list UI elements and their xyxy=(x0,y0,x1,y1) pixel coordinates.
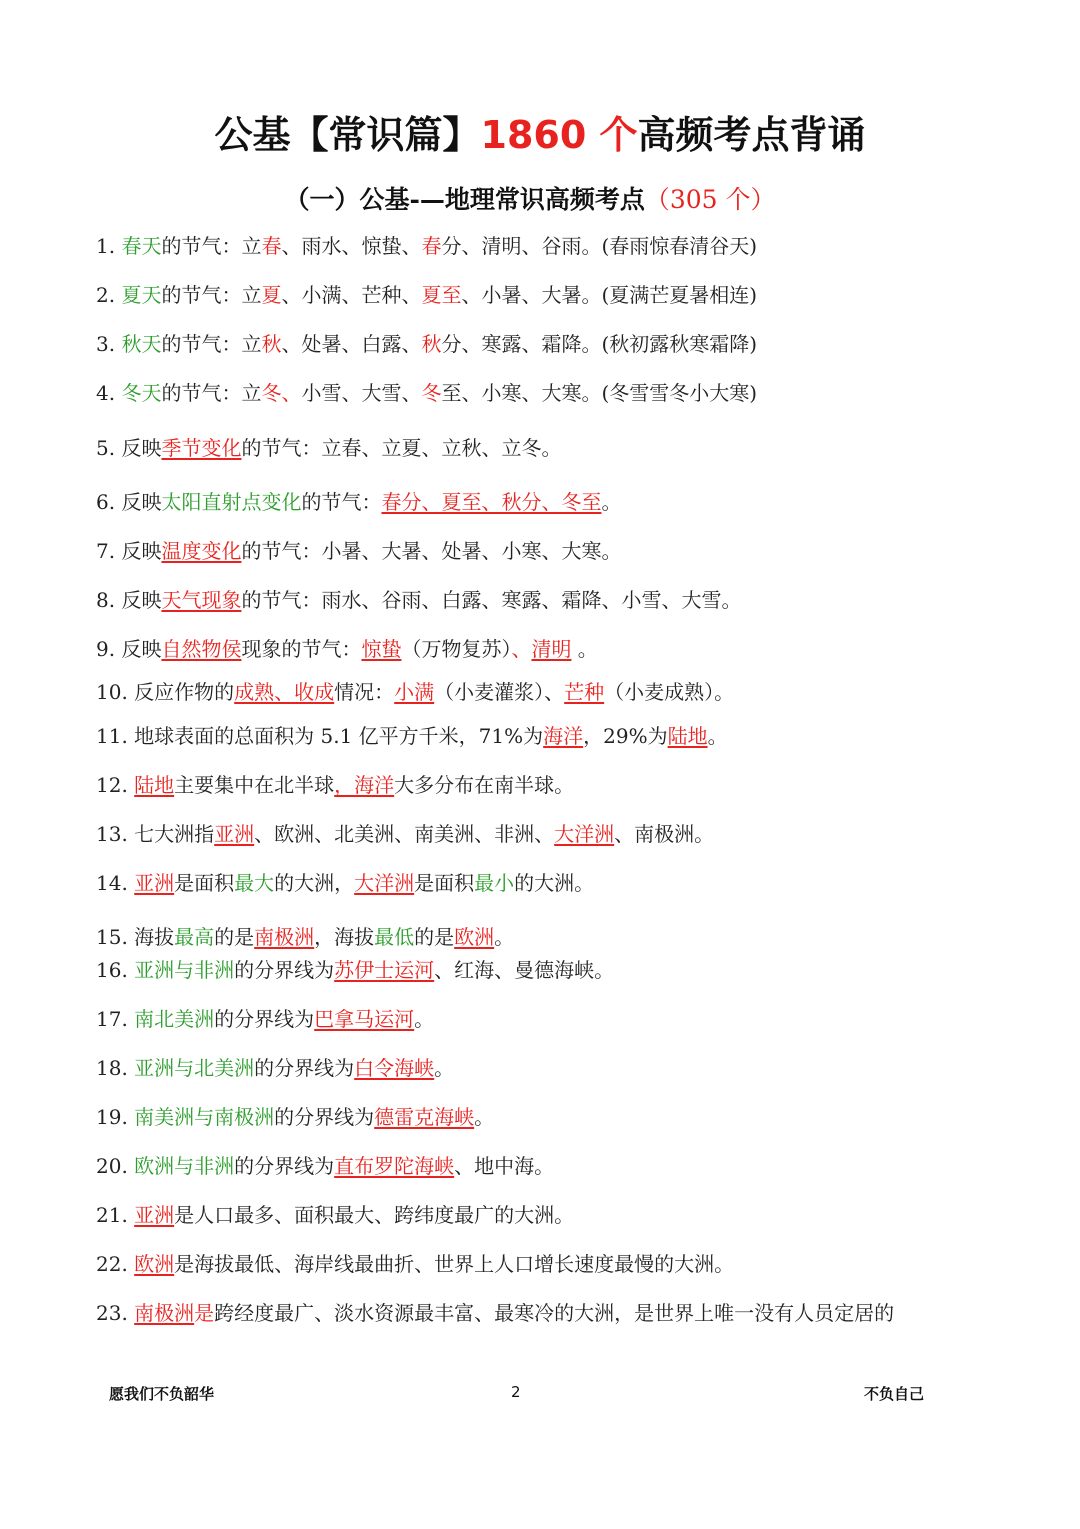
fact-text: 2. xyxy=(96,283,122,307)
fact-text: 。 xyxy=(494,925,515,949)
fact-text: 。 xyxy=(601,490,622,514)
highlight-red-text: 大洋洲 xyxy=(354,871,415,895)
highlight-red-text: 是 xyxy=(194,1301,215,1325)
fact-text: 现象的节气： xyxy=(241,637,362,661)
fact-text: 的是 xyxy=(414,925,455,949)
fact-line xyxy=(96,435,561,461)
fact-text: 。 xyxy=(414,1007,435,1031)
footer-right-motto: 不负自己 xyxy=(864,1385,925,1403)
fact-line xyxy=(96,1251,734,1277)
highlight-red-text: 秋 xyxy=(261,332,282,356)
fact-text: 的分界线为 xyxy=(234,958,335,982)
fact-text: 的大洲， xyxy=(274,871,355,895)
highlight-red-text: 白令海峡 xyxy=(354,1056,435,1080)
fact-text: 。 xyxy=(474,1105,495,1129)
fact-text: 是面积 xyxy=(174,871,235,895)
fact-line xyxy=(96,821,714,847)
fact-text: 21. xyxy=(96,1203,135,1227)
highlight-red-text: 陆地 xyxy=(667,724,708,748)
fact-text: 情况： xyxy=(334,680,395,704)
highlight-red-text: 德雷克海峡 xyxy=(374,1105,475,1129)
fact-text: 18. xyxy=(96,1056,135,1080)
highlight-red-text: 南极洲 xyxy=(254,925,315,949)
fact-text: 主要集中在北半球 xyxy=(174,773,335,797)
highlight-green-text: 春天 xyxy=(121,234,162,258)
fact-text: 跨经度最广、淡水资源最丰富、最寒冷的大洲，是世界上唯一没有人员定居的 xyxy=(214,1301,895,1325)
page-number: 2 xyxy=(511,1383,521,1401)
highlight-red-text: 自然物侯 xyxy=(161,637,242,661)
highlight-red-text: 天气现象 xyxy=(161,588,242,612)
fact-line xyxy=(96,1104,494,1130)
highlight-red-text: 、 xyxy=(511,637,532,661)
highlight-red-text: 亚洲 xyxy=(214,822,255,846)
highlight-green-text: 南北美洲 xyxy=(134,1007,215,1031)
highlight-red-text: 亚洲 xyxy=(134,871,175,895)
fact-text: 11. 地球表面的总面积为 5.1 亿平方千米，71%为 xyxy=(96,724,544,748)
fact-text: 的节气：立 xyxy=(161,283,262,307)
fact-text: 4. xyxy=(96,381,122,405)
fact-text: 20. xyxy=(96,1154,135,1178)
fact-text: 13. 七大洲指 xyxy=(96,822,215,846)
fact-text: 14. xyxy=(96,871,135,895)
fact-text: 、雨水、惊蛰、 xyxy=(281,234,422,258)
fact-text: 。 xyxy=(434,1056,455,1080)
fact-line xyxy=(96,538,621,564)
title-part-3: 高频考点背诵 xyxy=(637,113,866,157)
highlight-red-text: 南极洲 xyxy=(134,1301,195,1325)
fact-text: 的节气：立 xyxy=(161,332,262,356)
fact-text: 、欧洲、北美洲、南美洲、非洲、 xyxy=(254,822,555,846)
highlight-green-text: 冬天 xyxy=(121,381,162,405)
fact-text: 的是 xyxy=(214,925,255,949)
highlight-red-text: 芒种 xyxy=(564,680,605,704)
fact-line xyxy=(96,489,621,515)
fact-text: 8. 反映 xyxy=(96,588,162,612)
highlight-red-text: 冬 xyxy=(421,381,442,405)
highlight-red-text: 夏至 xyxy=(421,283,462,307)
highlight-green-text: 最小 xyxy=(474,871,515,895)
fact-line xyxy=(96,587,741,613)
fact-line xyxy=(96,1300,894,1326)
highlight-green-text: 亚洲与北美洲 xyxy=(134,1056,255,1080)
fact-text: 是人口最多、面积最大、跨纬度最广的大洲。 xyxy=(174,1203,575,1227)
highlight-red-text: 冬、 xyxy=(261,381,302,405)
highlight-red-text: 直布罗陀海峡 xyxy=(334,1154,455,1178)
highlight-green-text: 最低 xyxy=(374,925,415,949)
fact-line xyxy=(96,679,734,705)
fact-text: 17. xyxy=(96,1007,135,1031)
title-count: 1860 个 xyxy=(480,113,638,157)
fact-text: 。 xyxy=(707,724,728,748)
fact-text: 23. xyxy=(96,1301,135,1325)
fact-text: 3. xyxy=(96,332,122,356)
fact-text: 5. 反映 xyxy=(96,436,162,460)
fact-text: 的节气：雨水、谷雨、白露、寒露、霜降、小雪、大雪。 xyxy=(241,588,742,612)
fact-text: 分、寒露、霜降。(秋初露秋寒霜降) xyxy=(441,332,758,356)
highlight-green-text: 最高 xyxy=(174,925,215,949)
fact-line xyxy=(96,1153,554,1179)
fact-line xyxy=(96,1055,454,1081)
document-title xyxy=(0,104,1080,159)
fact-text: 的大洲。 xyxy=(514,871,595,895)
fact-text: 的分界线为 xyxy=(234,1154,335,1178)
fact-text: 16. xyxy=(96,958,135,982)
fact-text: 的分界线为 xyxy=(254,1056,355,1080)
fact-text: 大多分布在南半球。 xyxy=(394,773,575,797)
fact-line xyxy=(96,723,728,749)
fact-text: 小雪、大雪、 xyxy=(301,381,422,405)
highlight-red-text: 春 xyxy=(421,234,442,258)
fact-text: 22. xyxy=(96,1252,135,1276)
fact-text: （小麦成熟）。 xyxy=(604,680,735,704)
fact-text: 的分界线为 xyxy=(214,1007,315,1031)
fact-text: 的节气：立春、立夏、立秋、立冬。 xyxy=(241,436,562,460)
section-heading xyxy=(0,180,1060,216)
footer-left-motto: 愿我们不负韶华 xyxy=(109,1385,215,1403)
highlight-red-text: 季节变化 xyxy=(161,436,242,460)
fact-line xyxy=(96,772,574,798)
fact-text: 9. 反映 xyxy=(96,637,162,661)
fact-text: 19. xyxy=(96,1105,135,1129)
fact-text: 的节气： xyxy=(301,490,382,514)
fact-text: 、红海、曼德海峡。 xyxy=(434,958,615,982)
highlight-green-text: 南美洲与南极洲 xyxy=(134,1105,275,1129)
highlight-red-text: ，海洋 xyxy=(334,773,395,797)
fact-line xyxy=(96,331,757,357)
fact-text: 至、小寒、大寒。(冬雪雪冬小大寒) xyxy=(441,381,758,405)
fact-text: 、处暑、白露、 xyxy=(281,332,422,356)
fact-text: 、南极洲。 xyxy=(614,822,715,846)
fact-text: 分、清明、谷雨。(春雨惊春清谷天) xyxy=(441,234,758,258)
highlight-green-text: 最大 xyxy=(234,871,275,895)
highlight-red-text: 海洋 xyxy=(543,724,584,748)
highlight-green-text: 夏天 xyxy=(121,283,162,307)
highlight-red-text: 陆地 xyxy=(134,773,175,797)
fact-text: 的节气：立 xyxy=(161,234,262,258)
highlight-red-text: 清明 xyxy=(531,637,572,661)
highlight-green-text: 太阳直射点变化 xyxy=(161,490,302,514)
highlight-red-text: 欧洲 xyxy=(454,925,495,949)
fact-text: 6. 反映 xyxy=(96,490,162,514)
fact-text: 是海拔最低、海岸线最曲折、世界上人口增长速度最慢的大洲。 xyxy=(174,1252,735,1276)
highlight-red-text: 惊蛰 xyxy=(361,637,402,661)
highlight-red-text: 大洋洲 xyxy=(554,822,615,846)
fact-line xyxy=(96,636,598,662)
fact-text: 12. xyxy=(96,773,135,797)
section-heading-count: （305 个） xyxy=(644,185,776,214)
fact-text: 的节气：小暑、大暑、处暑、小寒、大寒。 xyxy=(241,539,622,563)
highlight-red-text: 苏伊士运河 xyxy=(334,958,435,982)
fact-line xyxy=(96,282,757,308)
highlight-red-text: 成熟、收成 xyxy=(234,680,335,704)
highlight-red-text: 秋 xyxy=(421,332,442,356)
highlight-red-text: 小满 xyxy=(394,680,435,704)
highlight-red-text: 夏 xyxy=(261,283,282,307)
fact-text: 15. 海拔 xyxy=(96,925,175,949)
title-part-1: 公基【常识篇】 xyxy=(214,113,481,157)
highlight-red-text: 亚洲 xyxy=(134,1203,175,1227)
fact-line xyxy=(96,870,594,896)
highlight-red-text: 春 xyxy=(261,234,282,258)
fact-line xyxy=(96,1202,574,1228)
highlight-red-text: 巴拿马运河 xyxy=(314,1007,415,1031)
fact-text: ，海拔 xyxy=(314,925,375,949)
fact-text: 是面积 xyxy=(414,871,475,895)
fact-text: （小麦灌浆）、 xyxy=(434,680,565,704)
fact-text: 、小暑、大暑。(夏满芒夏暑相连) xyxy=(461,283,758,307)
highlight-green-text: 亚洲与非洲 xyxy=(134,958,235,982)
highlight-red-text: 欧洲 xyxy=(134,1252,175,1276)
fact-text: 、地中海。 xyxy=(454,1154,555,1178)
fact-text: 、小满、芒种、 xyxy=(281,283,422,307)
fact-line xyxy=(96,924,514,950)
fact-line xyxy=(96,233,757,259)
highlight-red-text: 春分、夏至、秋分、冬至 xyxy=(381,490,602,514)
fact-line xyxy=(96,1006,434,1032)
fact-text: 的节气：立 xyxy=(161,381,262,405)
fact-text: 的分界线为 xyxy=(274,1105,375,1129)
section-heading-text: （一）公基-—地理常识高频考点 xyxy=(284,185,645,214)
highlight-red-text: 温度变化 xyxy=(161,539,242,563)
fact-text: 1. xyxy=(96,234,122,258)
fact-line xyxy=(96,957,614,983)
fact-text: 7. 反映 xyxy=(96,539,162,563)
fact-text: 。 xyxy=(571,637,598,661)
fact-text: （万物复苏） xyxy=(401,637,512,661)
fact-text: ，29%为 xyxy=(583,724,668,748)
fact-text: 10. 反应作物的 xyxy=(96,680,235,704)
highlight-green-text: 欧洲与非洲 xyxy=(134,1154,235,1178)
fact-line xyxy=(96,380,757,406)
highlight-green-text: 秋天 xyxy=(121,332,162,356)
